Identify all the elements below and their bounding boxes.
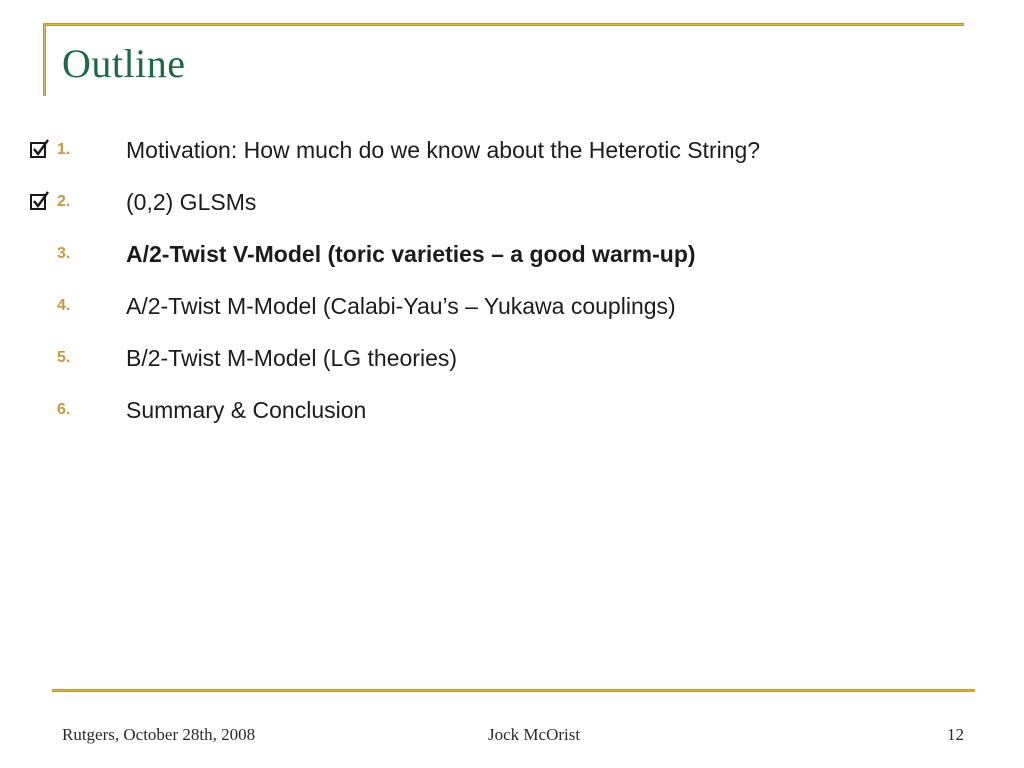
item-text: Motivation: How much do we know about the Heterotic String?	[126, 137, 761, 163]
outline-list	[0, 124, 1024, 436]
item-number: 3.	[57, 245, 71, 262]
item-text: A/2-Twist V-Model (toric varieties – a good warm-up)	[126, 241, 696, 267]
outline-item	[0, 384, 1024, 436]
outline-item	[0, 124, 1024, 176]
outline-item	[0, 228, 1024, 280]
item-text: Summary & Conclusion	[126, 397, 367, 423]
footer-author: Jock McOrist	[488, 725, 581, 744]
item-number: 1.	[57, 141, 71, 158]
page-title: Outline	[62, 41, 186, 86]
item-number: 2.	[57, 193, 71, 210]
page-number: 12	[947, 725, 964, 744]
outline-item	[0, 176, 1024, 228]
outline-item	[0, 280, 1024, 332]
item-number: 6.	[57, 401, 71, 418]
item-number: 4.	[57, 297, 71, 314]
footer-venue-date: Rutgers, October 28th, 2008	[62, 725, 256, 744]
title-top-rule	[43, 23, 964, 26]
title-left-rule	[43, 23, 46, 96]
item-text: A/2-Twist M-Model (Calabi-Yau’s – Yukawa couplings)	[126, 293, 676, 319]
checked-checkbox-icon	[29, 137, 51, 159]
outline-item	[0, 332, 1024, 384]
checked-checkbox-icon	[29, 189, 51, 211]
item-text: (0,2) GLSMs	[126, 189, 257, 215]
item-text: B/2-Twist M-Model (LG theories)	[126, 345, 458, 371]
item-number: 5.	[57, 349, 71, 366]
footer-rule	[52, 689, 975, 692]
